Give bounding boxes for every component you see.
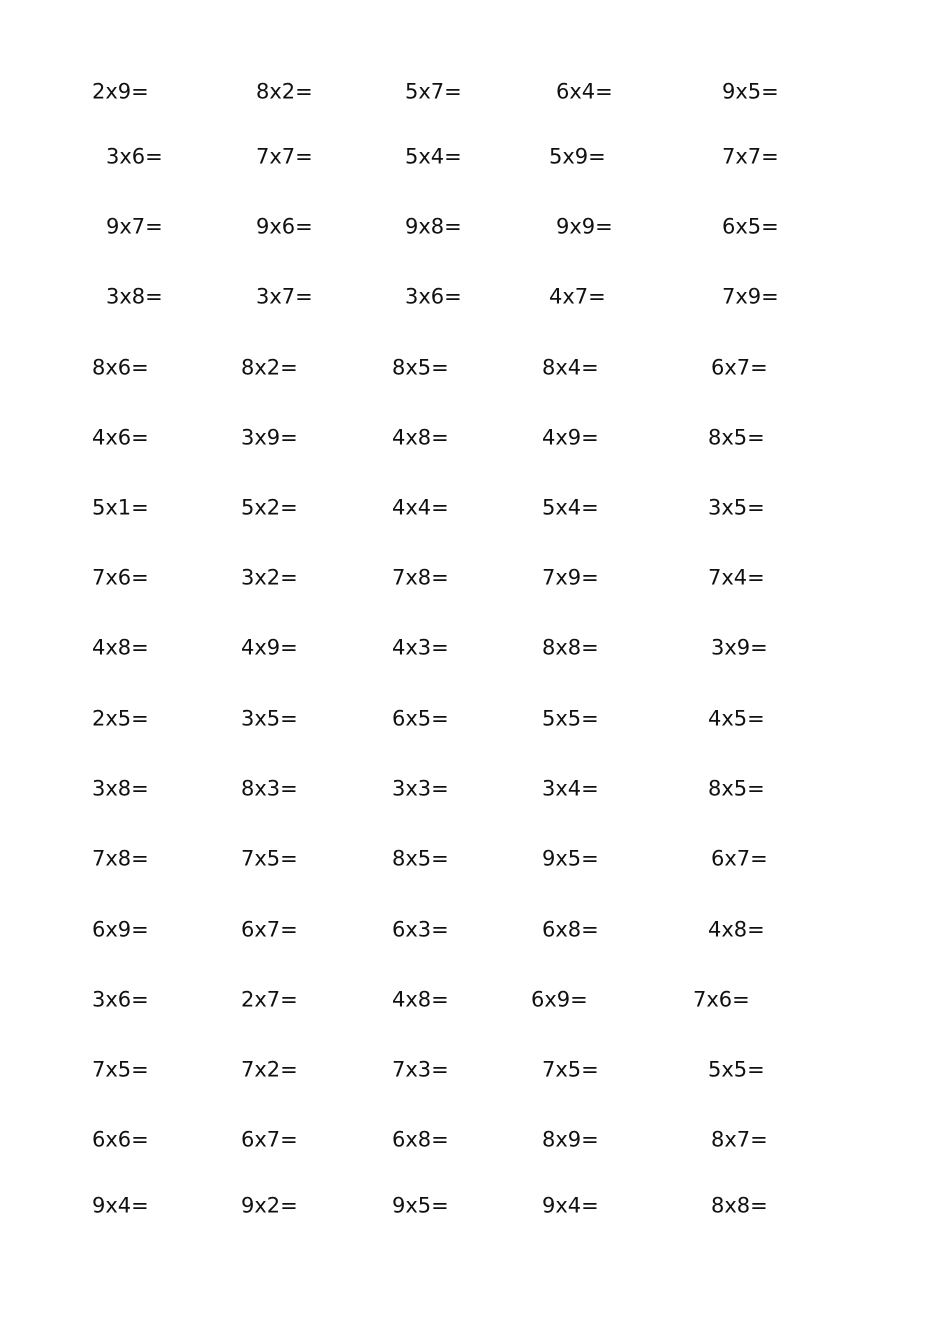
multiplication-problem: 3x8= — [106, 284, 163, 309]
multiplication-problem: 4x8= — [708, 917, 765, 942]
multiplication-problem: 9x9= — [556, 214, 613, 239]
multiplication-problem: 6x4= — [556, 79, 613, 104]
multiplication-problem: 8x4= — [542, 355, 599, 380]
multiplication-problem: 4x9= — [241, 635, 298, 660]
multiplication-problem: 3x2= — [241, 565, 298, 590]
multiplication-problem: 3x9= — [711, 635, 768, 660]
multiplication-problem: 7x5= — [241, 846, 298, 871]
multiplication-problem: 6x7= — [711, 846, 768, 871]
multiplication-problem: 3x5= — [708, 495, 765, 520]
multiplication-problem: 8x5= — [708, 425, 765, 450]
multiplication-problem: 3x6= — [405, 284, 462, 309]
multiplication-problem: 3x6= — [92, 987, 149, 1012]
multiplication-problem: 8x9= — [542, 1127, 599, 1152]
multiplication-problem: 7x7= — [256, 144, 313, 169]
multiplication-problem: 3x8= — [92, 776, 149, 801]
multiplication-problem: 6x9= — [531, 987, 588, 1012]
multiplication-problem: 9x4= — [542, 1193, 599, 1218]
multiplication-problem: 8x6= — [92, 355, 149, 380]
multiplication-problem: 4x8= — [392, 425, 449, 450]
multiplication-problem: 4x8= — [392, 987, 449, 1012]
multiplication-problem: 2x9= — [92, 79, 149, 104]
multiplication-problem: 6x6= — [92, 1127, 149, 1152]
multiplication-problem: 8x3= — [241, 776, 298, 801]
multiplication-problem: 7x9= — [542, 565, 599, 590]
multiplication-problem: 7x8= — [392, 565, 449, 590]
multiplication-problem: 3x3= — [392, 776, 449, 801]
multiplication-problem: 7x8= — [92, 846, 149, 871]
multiplication-problem: 8x5= — [708, 776, 765, 801]
multiplication-problem: 2x5= — [92, 706, 149, 731]
multiplication-problem: 8x2= — [256, 79, 313, 104]
multiplication-problem: 7x2= — [241, 1057, 298, 1082]
multiplication-problem: 7x5= — [542, 1057, 599, 1082]
multiplication-problem: 5x4= — [405, 144, 462, 169]
multiplication-problem: 5x2= — [241, 495, 298, 520]
multiplication-problem: 7x7= — [722, 144, 779, 169]
multiplication-problem: 7x5= — [92, 1057, 149, 1082]
multiplication-problem: 7x6= — [693, 987, 750, 1012]
multiplication-problem: 4x9= — [542, 425, 599, 450]
multiplication-problem: 9x2= — [241, 1193, 298, 1218]
multiplication-problem: 6x5= — [392, 706, 449, 731]
multiplication-problem: 9x6= — [256, 214, 313, 239]
multiplication-problem: 7x3= — [392, 1057, 449, 1082]
multiplication-problem: 4x7= — [549, 284, 606, 309]
multiplication-problem: 6x7= — [241, 917, 298, 942]
multiplication-problem: 8x8= — [711, 1193, 768, 1218]
multiplication-problem: 6x9= — [92, 917, 149, 942]
multiplication-problem: 8x5= — [392, 355, 449, 380]
multiplication-problem: 3x7= — [256, 284, 313, 309]
multiplication-problem: 3x4= — [542, 776, 599, 801]
multiplication-problem: 6x7= — [711, 355, 768, 380]
multiplication-problem: 9x8= — [405, 214, 462, 239]
multiplication-problem: 8x5= — [392, 846, 449, 871]
multiplication-problem: 3x5= — [241, 706, 298, 731]
multiplication-problem: 9x5= — [722, 79, 779, 104]
multiplication-problem: 5x5= — [542, 706, 599, 731]
multiplication-problem: 3x9= — [241, 425, 298, 450]
multiplication-problem: 5x5= — [708, 1057, 765, 1082]
multiplication-problem: 5x7= — [405, 79, 462, 104]
multiplication-problem: 5x9= — [549, 144, 606, 169]
multiplication-problem: 8x7= — [711, 1127, 768, 1152]
multiplication-problem: 9x7= — [106, 214, 163, 239]
multiplication-problem: 5x4= — [542, 495, 599, 520]
multiplication-problem: 4x5= — [708, 706, 765, 731]
multiplication-problem: 5x1= — [92, 495, 149, 520]
multiplication-problem: 7x4= — [708, 565, 765, 590]
multiplication-problem: 9x5= — [392, 1193, 449, 1218]
multiplication-problem: 8x2= — [241, 355, 298, 380]
multiplication-problem: 9x4= — [92, 1193, 149, 1218]
multiplication-problem: 6x7= — [241, 1127, 298, 1152]
multiplication-problem: 9x5= — [542, 846, 599, 871]
multiplication-problem: 6x5= — [722, 214, 779, 239]
multiplication-problem: 7x6= — [92, 565, 149, 590]
multiplication-problem: 6x3= — [392, 917, 449, 942]
multiplication-problem: 6x8= — [392, 1127, 449, 1152]
multiplication-problem: 7x9= — [722, 284, 779, 309]
multiplication-problem: 4x4= — [392, 495, 449, 520]
multiplication-problem: 8x8= — [542, 635, 599, 660]
multiplication-problem: 4x8= — [92, 635, 149, 660]
multiplication-problem: 3x6= — [106, 144, 163, 169]
multiplication-problem: 4x6= — [92, 425, 149, 450]
multiplication-problem: 6x8= — [542, 917, 599, 942]
multiplication-problem: 2x7= — [241, 987, 298, 1012]
multiplication-problem: 4x3= — [392, 635, 449, 660]
